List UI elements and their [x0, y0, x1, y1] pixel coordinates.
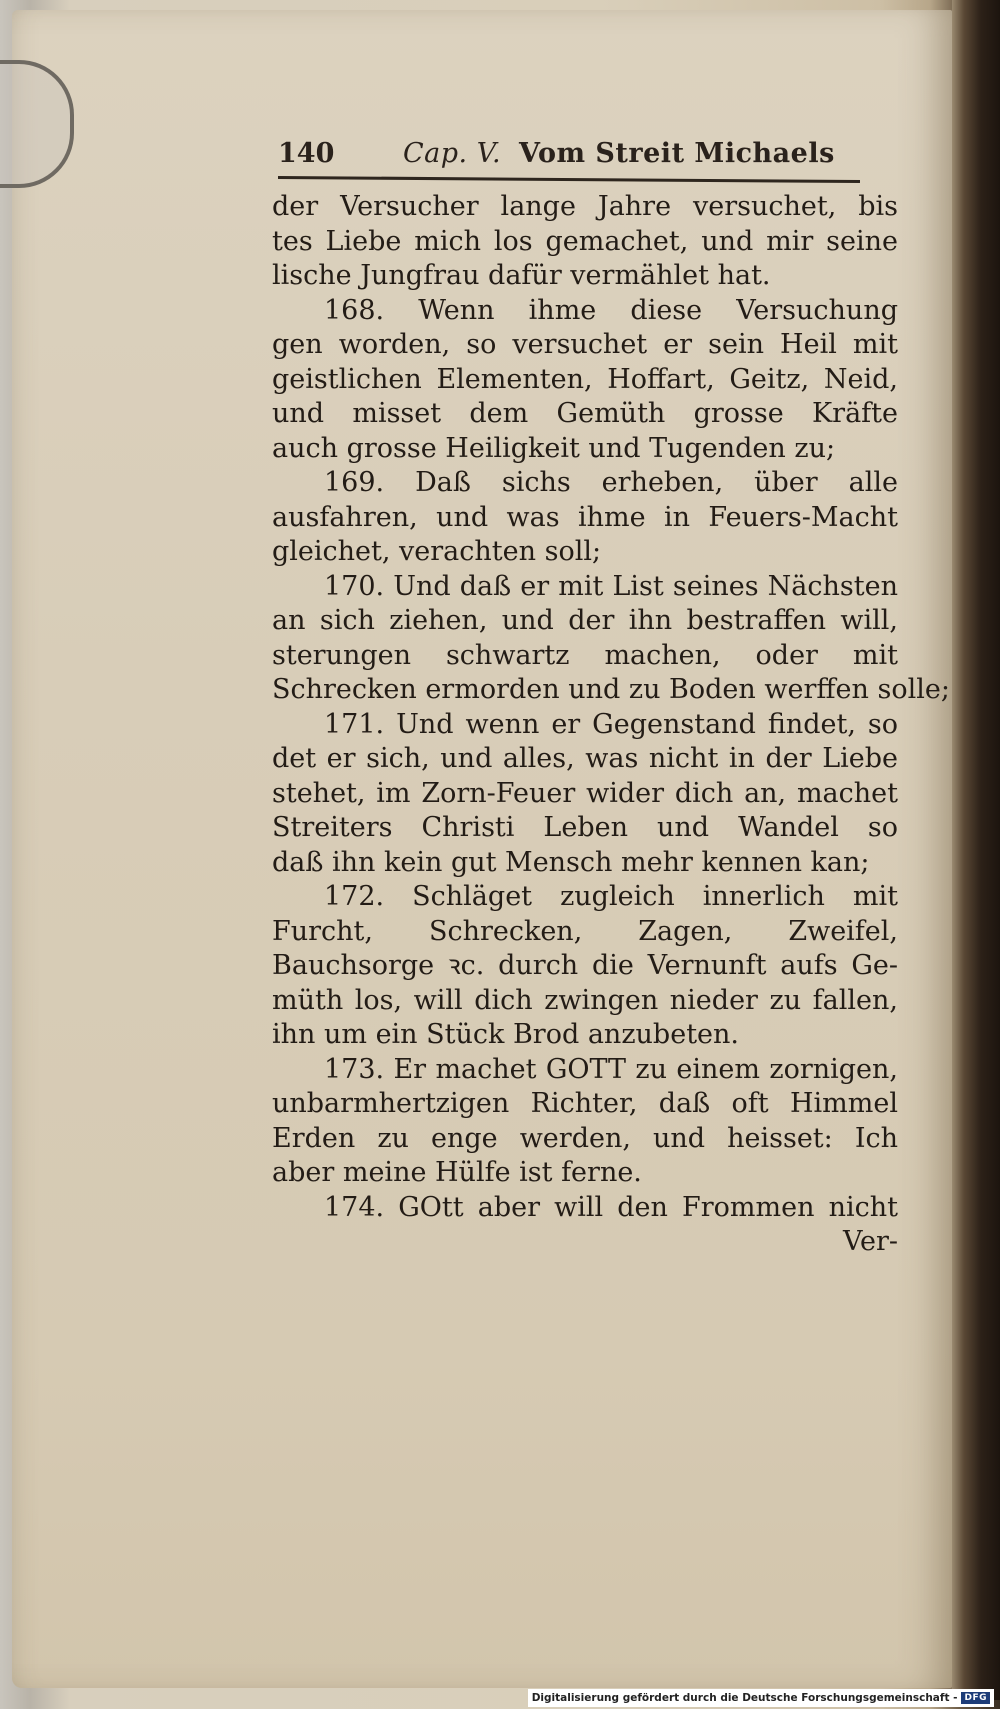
text-line: tes Liebe mich los gemachet, und mir seine [272, 225, 898, 257]
text-line: 168. Wenn ihme diese Versuchung [324, 294, 898, 326]
text-line: Bauchsorge ꝛc. durch die Vernunft aufs Ge- [272, 950, 898, 981]
text-line: daß ihn kein gut Mensch mehr kennen kan; [272, 846, 870, 878]
chapter-label: Cap. V. [403, 138, 502, 169]
running-title: Vom Streit Michaels [518, 138, 835, 169]
text-line: gleichet, verachten soll; [272, 536, 602, 567]
page-number: 140 [278, 138, 335, 169]
book-edge [952, 0, 1000, 1700]
running-head [403, 138, 835, 169]
text-line: stehet, im Zorn-Feuer wider dich an, machet [272, 777, 898, 809]
text-line: ihn um ein Stück Brod anzubeten. [272, 1019, 739, 1050]
text-line: sterungen schwartz machen, oder mit [272, 639, 898, 671]
text-line: aber meine Hülfe ist ferne. [272, 1157, 642, 1188]
text-line: det er sich, und alles, was nicht in der Liebe [272, 743, 898, 774]
footer-text: Digitalisierung gefördert durch die Deutsche Forschungsgemeinschaft - [531, 1692, 958, 1704]
text-line: 169. Daß sichs erheben, über alle [324, 467, 898, 498]
text-line: auch grosse Heiligkeit und Tugenden zu; [272, 432, 836, 464]
text-line: gen worden, so versuchet er sein Heil mit [272, 329, 898, 360]
digitization-footer [528, 1689, 994, 1707]
text-line: an sich ziehen, und der ihn bestraffen will, [272, 605, 898, 636]
text-line: 170. Und daß er mit List seines Nächsten [324, 570, 898, 602]
text-line: lische Jungfrau dafür vermählet hat. [272, 260, 771, 291]
body-text [272, 190, 950, 1260]
text-line: ausfahren, und was ihme in Feuers-Macht [272, 501, 898, 533]
text-line: Streiters Christi Leben und Wandel so [272, 812, 898, 843]
text-line: 171. Und wenn er Gegenstand findet, so [324, 708, 898, 740]
text-line: müth los, will dich zwingen nieder zu fallen, [272, 984, 898, 1016]
text-line: 172. Schläget zugleich innerlich mit [324, 881, 898, 912]
running-header [278, 138, 858, 178]
text-line: Schrecken ermorden und zu Boden werffen solle; [272, 674, 950, 705]
text-line: Furcht, Schrecken, Zagen, Zweifel, [272, 915, 898, 947]
text-line: Erden zu enge werden, und heisset: Ich [272, 1122, 898, 1154]
text-line: geistlichen Elementen, Hoffart, Geitz, Neid, [272, 363, 898, 395]
text-line: Ver- [842, 1226, 898, 1257]
text-line: der Versucher lange Jahre versuchet, bis [272, 191, 898, 222]
dfg-logo: DFG [961, 1692, 990, 1704]
text-line: unbarmhertzigen Richter, daß oft Himmel [272, 1088, 898, 1119]
text-line: 173. Er machet GOTT zu einem zornigen, [324, 1053, 898, 1085]
text-line: und misset dem Gemüth grosse Kräfte [272, 398, 898, 429]
text-line: 174. GOtt aber will den Frommen nicht [324, 1191, 898, 1223]
